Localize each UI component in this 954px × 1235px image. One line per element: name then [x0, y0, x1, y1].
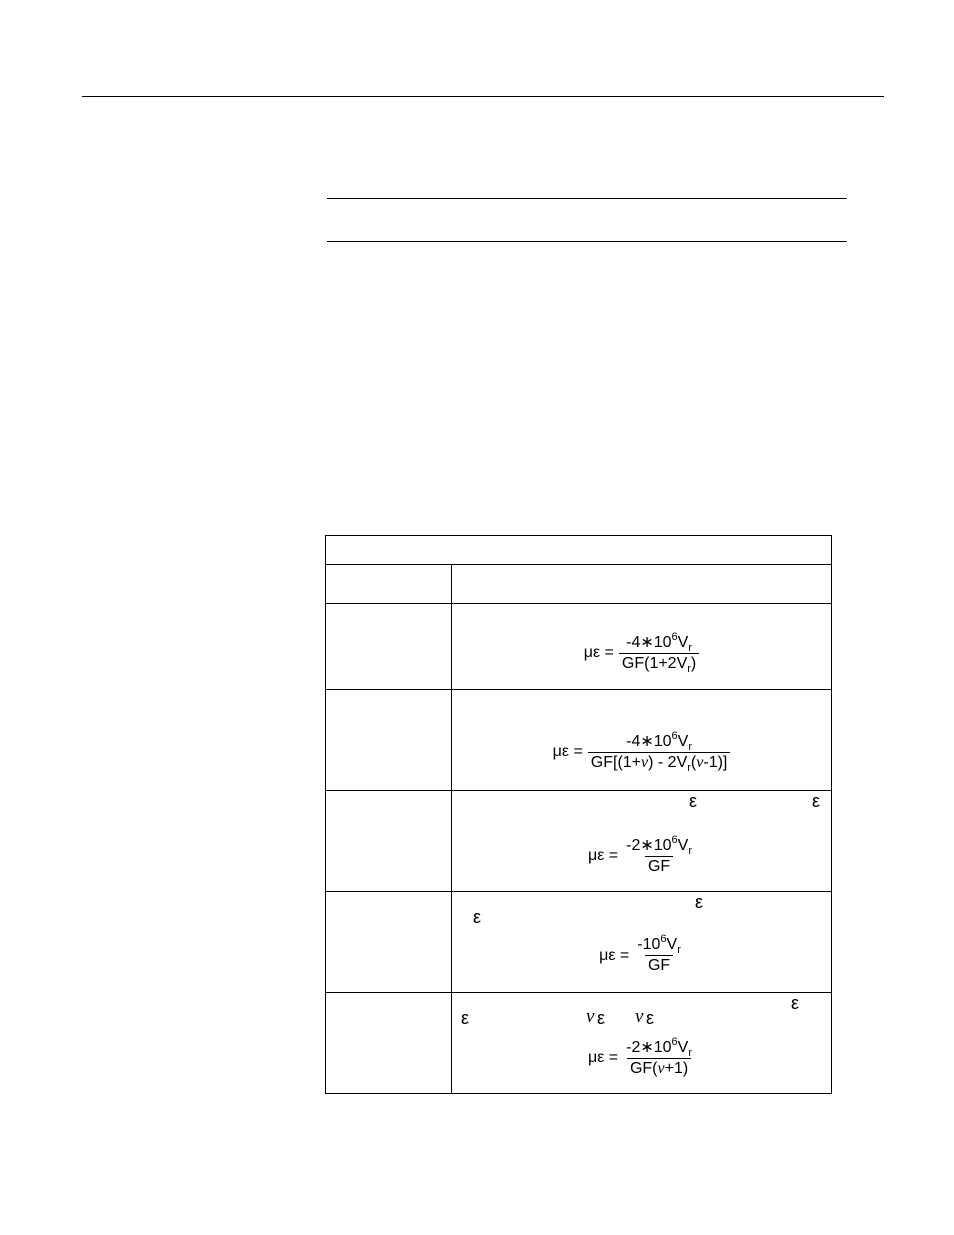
config-cell [326, 993, 451, 1093]
numerator: $-2∗10^6V_r$ [626, 1035, 693, 1060]
table-row [326, 892, 832, 993]
epsilon-symbol: ε [689, 791, 698, 811]
config-cell [326, 690, 451, 790]
denominator: $GF(1+2V_r)$ [619, 653, 699, 673]
table-row [326, 993, 832, 1094]
fraction [623, 835, 695, 876]
nu-symbol: ν [586, 1006, 595, 1027]
numerator: $-10^6V_r$ [637, 932, 681, 957]
formula-lhs: με = [583, 643, 614, 661]
note-top-rule [327, 198, 847, 199]
numerator: $-4∗10^6V_r$ [626, 729, 693, 754]
formula-cell [452, 791, 831, 891]
denominator: $GF[(1+\nu) - 2V_r(\nu-1)]$ [588, 752, 731, 772]
config-cell [326, 892, 451, 992]
header-formula-cell [452, 565, 831, 603]
epsilon-symbol: ε [812, 791, 821, 811]
table-row [326, 791, 832, 892]
strain-formula-table [325, 535, 832, 1094]
note-bottom-rule [327, 241, 847, 242]
strain-formula [452, 1037, 831, 1078]
fraction [588, 729, 731, 775]
table-row [326, 690, 832, 791]
formula-lhs: με = [552, 742, 583, 760]
table-row [326, 604, 832, 690]
formula-cell [452, 993, 831, 1093]
fraction [619, 630, 699, 676]
denominator: GF [645, 856, 673, 876]
epsilon-symbol: ε [695, 892, 704, 912]
header-rule [82, 96, 884, 97]
numerator: $-4∗10^6V_r$ [626, 630, 693, 655]
epsilon-symbol: ε [473, 907, 482, 927]
config-cell [326, 604, 451, 689]
strain-formula [452, 729, 831, 775]
table-title-cell [326, 536, 831, 564]
table-title-row [326, 536, 832, 565]
formula-lhs: με = [599, 946, 630, 964]
denominator: GF(ν+1) [627, 1058, 691, 1078]
header-config-cell [326, 565, 451, 603]
formula-cell [452, 892, 831, 992]
epsilon-symbol: ε [791, 993, 800, 1013]
table-header-row [326, 565, 832, 604]
fraction [634, 932, 684, 975]
epsilon-symbol: ε [597, 1008, 606, 1028]
epsilon-symbol: ε [646, 1008, 655, 1028]
nu-symbol: ν [635, 1006, 644, 1027]
formula-cell [452, 604, 831, 689]
strain-formula [452, 630, 831, 676]
fraction [623, 1037, 695, 1078]
numerator: $-2∗10^6V_r$ [626, 833, 693, 858]
strain-formula [452, 932, 831, 975]
formula-lhs: με = [587, 1048, 619, 1066]
epsilon-symbol: ε [461, 1008, 470, 1028]
formula-lhs: με = [587, 846, 619, 864]
strain-formula [452, 835, 831, 876]
config-cell [326, 791, 451, 891]
formula-cell [452, 690, 831, 790]
denominator: GF [645, 955, 673, 975]
